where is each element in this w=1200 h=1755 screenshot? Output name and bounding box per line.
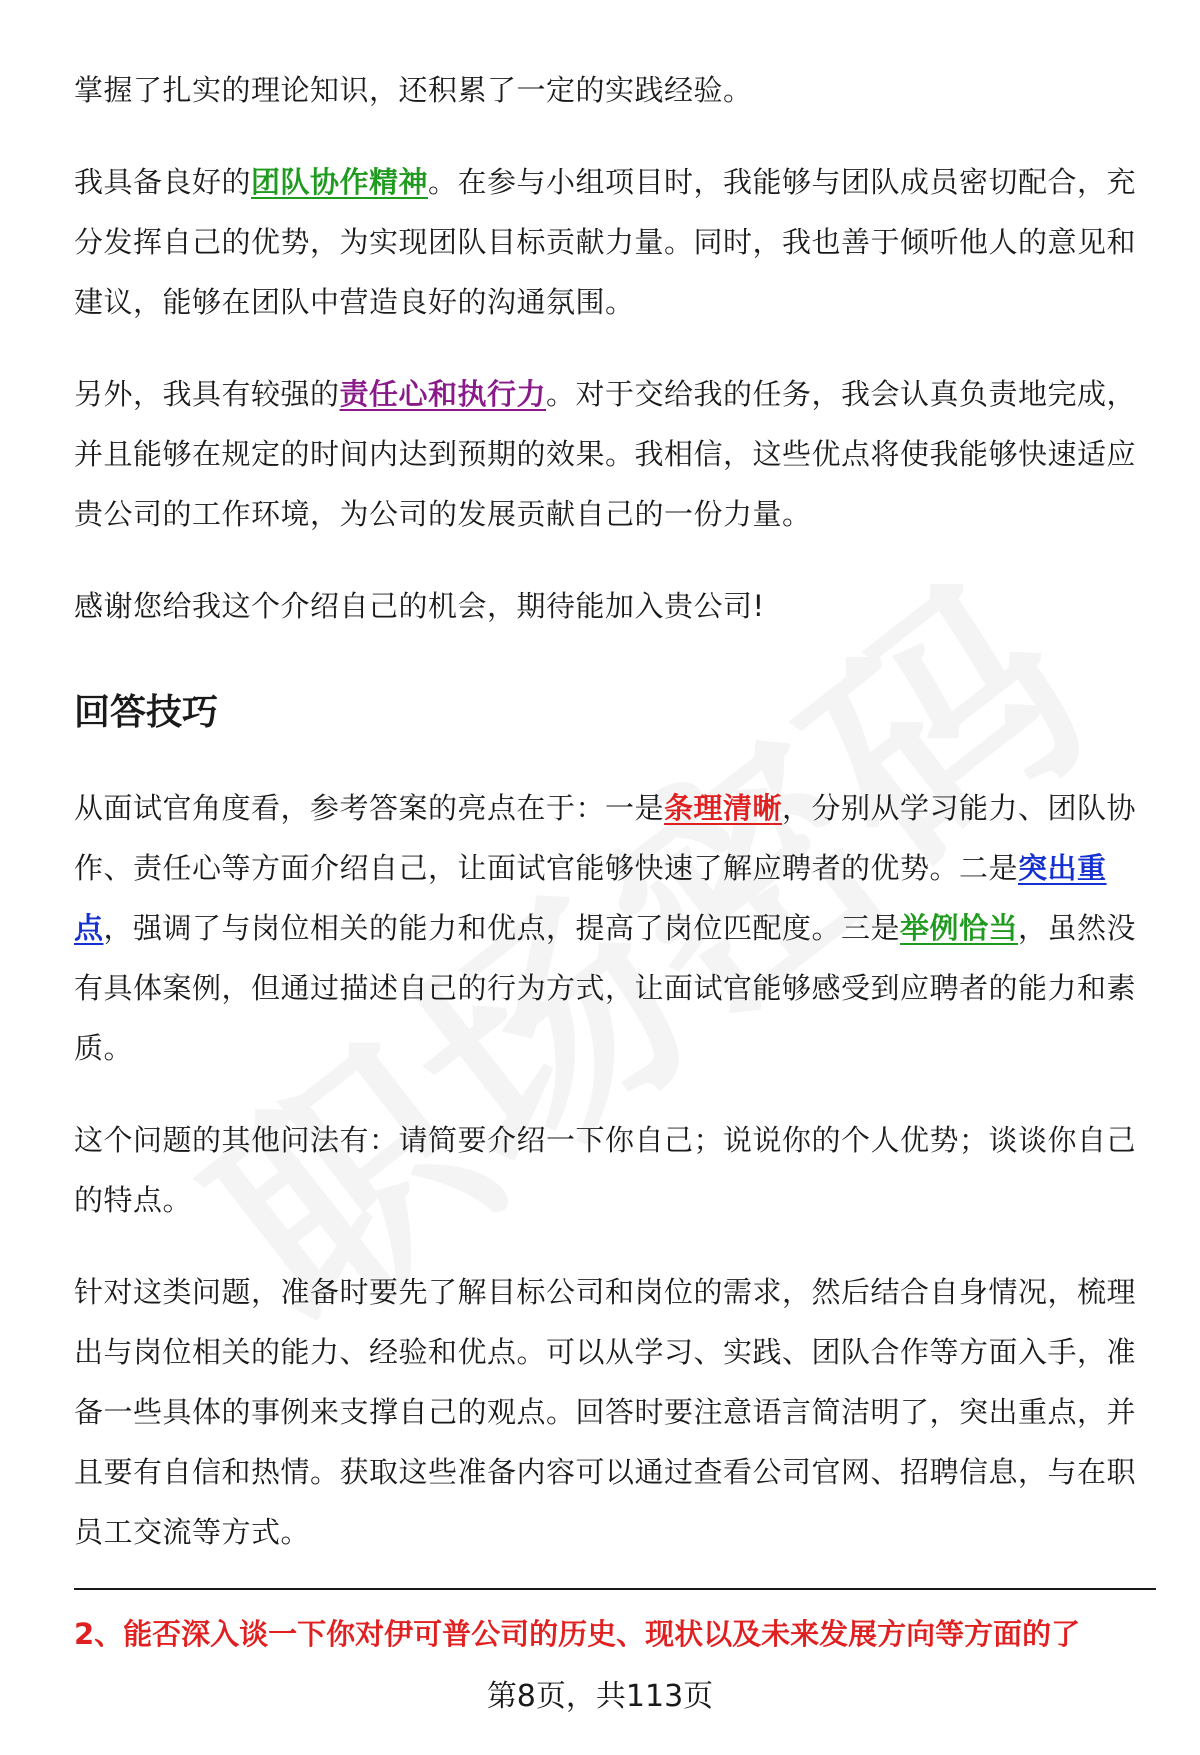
- paragraph-text: 。对于交给我的任务，我会认真负责地完成，并且能够在规定的时间内达到预期的效果。我相信，这些优点将使我能够快速适应贵公司的工作环境，为公司的发展贡献自己的一份力量。: [74, 377, 1137, 531]
- paragraph: [74, 1262, 1154, 1562]
- paragraph-text: ，强调了与岗位相关的能力和优点，提高了岗位匹配度。三是: [103, 911, 901, 945]
- highlighted-phrase: 举例恰当: [900, 911, 1019, 945]
- divider: [74, 1588, 1156, 1590]
- paragraph-text: 从面试官角度看，参考答案的亮点在于：一是: [74, 791, 665, 825]
- paragraph: [74, 1110, 1154, 1230]
- paragraph-text: 感谢您给我这个介绍自己的机会，期待能加入贵公司!: [74, 589, 765, 623]
- paragraph-text: 这个问题的其他问法有：请简要介绍一下你自己；说说你的个人优势；谈谈你自己的特点。: [74, 1123, 1137, 1217]
- highlighted-phrase: 条理清晰: [664, 791, 783, 825]
- next-question-title: 2、能否深入谈一下你对伊可普公司的历史、现状以及未来发展方向等方面的了: [74, 1617, 1081, 1651]
- document-body: [74, 60, 1154, 1594]
- paragraph-text: 掌握了扎实的理论知识，还积累了一定的实践经验。: [74, 73, 753, 107]
- answer-paragraphs: [74, 60, 1154, 636]
- paragraph-text: 我具备良好的: [74, 165, 252, 199]
- paragraph: [74, 778, 1154, 1078]
- paragraph: [74, 364, 1154, 544]
- page-footer: 第8页，共113页: [486, 1679, 714, 1714]
- paragraph-text: ，分别从学习能力、团队协作、责任心等方面介绍自己，让面试官能够快速了解应聘者的优势。二是: [74, 791, 1137, 885]
- paragraph: [74, 152, 1154, 332]
- paragraph: [74, 60, 1154, 120]
- highlighted-phrase: 团队协作精神: [251, 165, 429, 199]
- highlighted-phrase: 责任心和执行力: [339, 377, 547, 411]
- paragraph: [74, 576, 1154, 636]
- paragraph-text: ，虽然没有具体案例，但通过描述自己的行为方式，让面试官能够感受到应聘者的能力和素质。: [74, 911, 1137, 1065]
- paragraph-text: 针对这类问题，准备时要先了解目标公司和岗位的需求，然后结合自身情况，梳理出与岗位相关的能力、经验和优点。可以从学习、实践、团队合作等方面入手，准备一些具体的事例来支撑自己的观点。回答时要注意语言简洁明了，突出重点，并且要有自信和热情。获取这些准备内容可以通过查看公司官网、招聘信息，与在职员工交流等方式。: [74, 1275, 1137, 1549]
- paragraph-text: 另外，我具有较强的: [74, 377, 340, 411]
- paragraph-text: 。在参与小组项目时，我能够与团队成员密切配合，充分发挥自己的优势，为实现团队目标贡献力量。同时，我也善于倾听他人的意见和建议，能够在团队中营造良好的沟通氛围。: [74, 165, 1137, 319]
- tips-paragraphs: [74, 778, 1154, 1562]
- highlighted-phrase: 突出重点: [74, 851, 1107, 945]
- section-heading: 回答技巧: [74, 692, 219, 733]
